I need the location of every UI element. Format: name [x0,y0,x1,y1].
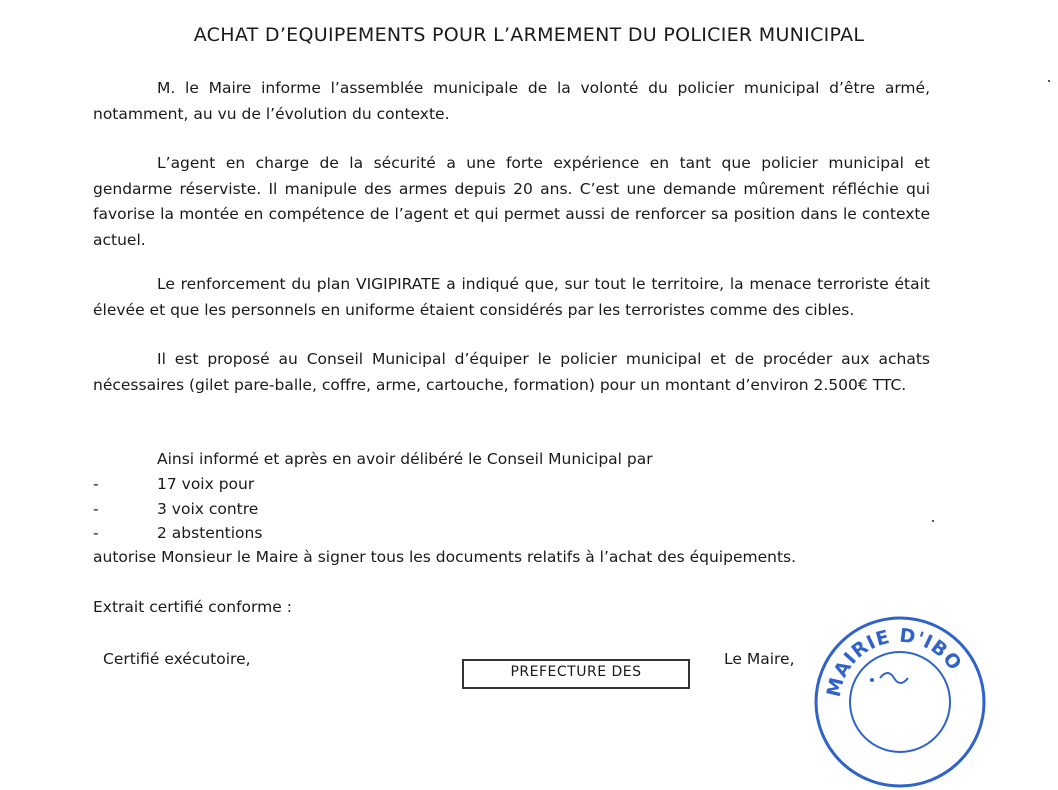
vote-dash: - [93,500,99,518]
vote-dash: - [93,475,99,493]
mairie-seal [810,610,990,790]
vote-intro: Ainsi informé et après en avoir délibéré le Conseil Municipal par [157,450,653,468]
certified-extract: Extrait certifié conforme : [93,598,292,616]
paragraph-intro: M. le Maire informe l’assemblée municipale de la volonté du policier municipal d’être armé, notamment, au vu de l’évolution du contexte. [93,79,930,123]
certified-executory: Certifié exécutoire, [103,650,251,668]
vote-for: 17 voix pour [157,475,255,493]
paragraph-vigipirate: Le renforcement du plan VIGIPIRATE a indiqué que, sur tout le territoire, la menace terroriste était élevée et que les personnels en uniforme étaient considérés par les terroristes comme des cibles. [93,275,930,319]
vote-against: 3 voix contre [157,500,259,518]
authorization-text: autorise Monsieur le Maire à signer tous les documents relatifs à l’achat des équipements. [93,548,797,566]
paragraph-agent: L’agent en charge de la sécurité a une forte expérience en tant que policier municipal et gendarme réserviste. Il manipule des armes depuis 20 ans. C’est une demande mûrement réfléchie qui favorise la montée en compétence de l’agent et qui permet aussi de renforcer sa position dans le contexte actuel. [93,154,930,249]
scan-speck [1048,80,1050,82]
document-title: ACHAT D’EQUIPEMENTS POUR L’ARMEMENT DU POLICIER MUNICIPAL [193,24,865,46]
vote-abstentions: 2 abstentions [157,524,263,542]
svg-text:MAIRIE D'IBO [823,625,966,699]
paragraph-proposal: Il est proposé au Conseil Municipal d’équiper le policier municipal et de procéder aux achats nécessaires (gilet pare-balle, coffre, arme, cartouche, formation) pour un montant d’environ 2.500€ TTC. [93,350,930,394]
prefecture-stamp: PREFECTURE DES [462,659,690,689]
seal-text: MAIRIE D'IBO [822,624,967,700]
scan-speck [932,520,934,522]
mayor-label: Le Maire, [724,650,795,668]
vote-dash: - [93,524,99,542]
